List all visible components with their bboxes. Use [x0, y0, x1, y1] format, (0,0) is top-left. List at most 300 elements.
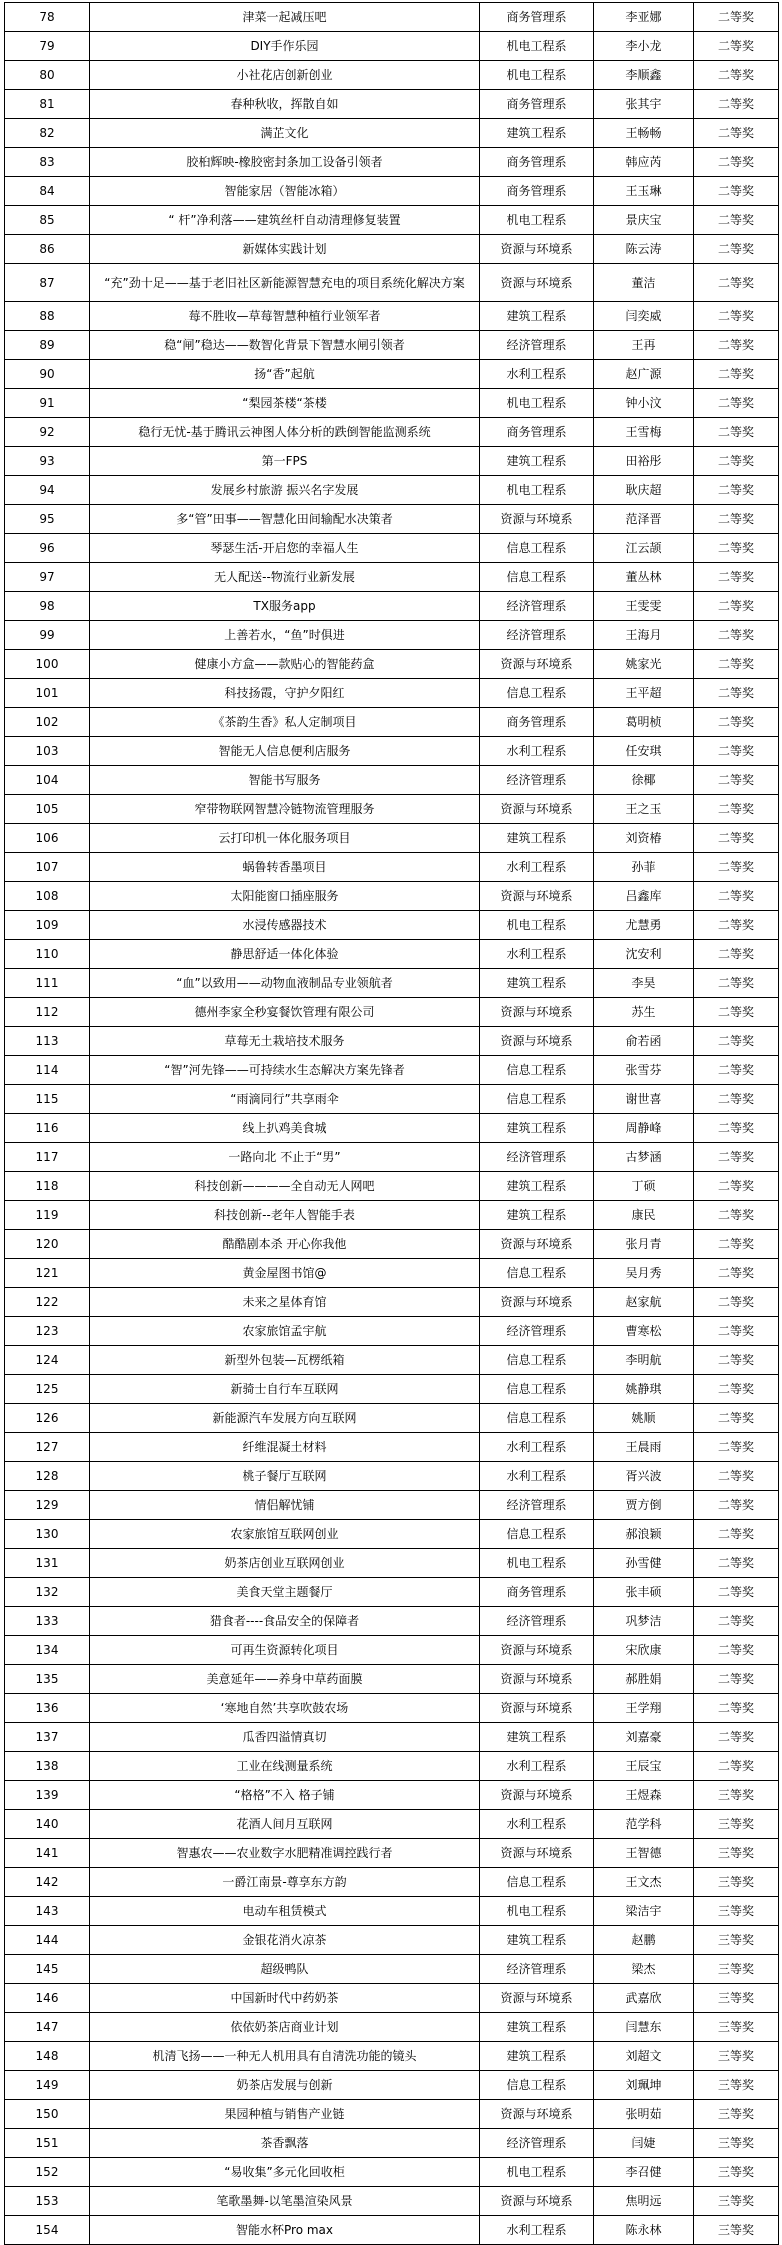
table-row [5, 447, 779, 476]
student-name-cell: 闫慧东 [594, 2013, 694, 2042]
row-number-cell: 87 [5, 264, 90, 302]
table-row [5, 2071, 779, 2100]
department-cell: 经济管理系 [480, 766, 594, 795]
award-level-cell: 二等奖 [694, 1694, 779, 1723]
row-number-cell: 107 [5, 853, 90, 882]
table-row [5, 1259, 779, 1288]
department-cell: 信息工程系 [480, 1404, 594, 1433]
project-name-cell: 智能水杯Pro max [90, 2216, 480, 2245]
student-name-cell: 任安琪 [594, 737, 694, 766]
award-level-cell: 二等奖 [694, 1027, 779, 1056]
award-level-cell: 三等奖 [694, 1955, 779, 1984]
project-name-cell: 奶茶店发展与创新 [90, 2071, 480, 2100]
department-cell: 信息工程系 [480, 1868, 594, 1897]
project-name-cell: 莓不胜收—草莓智慧种植行业领军者 [90, 302, 480, 331]
project-name-cell: 智能家居（智能冰箱） [90, 177, 480, 206]
row-number-cell: 108 [5, 882, 90, 911]
table-row [5, 563, 779, 592]
row-number-cell: 112 [5, 998, 90, 1027]
table-row [5, 998, 779, 1027]
row-number-cell: 123 [5, 1317, 90, 1346]
department-cell: 资源与环境系 [480, 235, 594, 264]
table-row [5, 1317, 779, 1346]
award-level-cell: 二等奖 [694, 592, 779, 621]
row-number-cell: 96 [5, 534, 90, 563]
student-name-cell: 王海月 [594, 621, 694, 650]
award-level-cell: 二等奖 [694, 1636, 779, 1665]
student-name-cell: 张月青 [594, 1230, 694, 1259]
department-cell: 资源与环境系 [480, 1984, 594, 2013]
table-row [5, 1926, 779, 1955]
project-name-cell: 发展乡村旅游 振兴名字发展 [90, 476, 480, 505]
table-row [5, 1578, 779, 1607]
row-number-cell: 95 [5, 505, 90, 534]
table-row [5, 2216, 779, 2245]
student-name-cell: 焦明远 [594, 2187, 694, 2216]
award-level-cell: 二等奖 [694, 1172, 779, 1201]
project-name-cell: 中国新时代中药奶茶 [90, 1984, 480, 2013]
department-cell: 经济管理系 [480, 621, 594, 650]
award-level-cell: 二等奖 [694, 389, 779, 418]
project-name-cell: 静思舒适一体化体验 [90, 940, 480, 969]
department-cell: 经济管理系 [480, 1955, 594, 1984]
row-number-cell: 143 [5, 1897, 90, 1926]
award-level-cell: 二等奖 [694, 679, 779, 708]
department-cell: 资源与环境系 [480, 1839, 594, 1868]
project-name-cell: 智能书写服务 [90, 766, 480, 795]
row-number-cell: 153 [5, 2187, 90, 2216]
row-number-cell: 142 [5, 1868, 90, 1897]
student-name-cell: 周静峰 [594, 1114, 694, 1143]
award-level-cell: 二等奖 [694, 148, 779, 177]
department-cell: 信息工程系 [480, 1259, 594, 1288]
table-row [5, 1607, 779, 1636]
row-number-cell: 99 [5, 621, 90, 650]
project-name-cell: “充”劲十足——基于老旧社区新能源智慧充电的项目系统化解决方案 [90, 264, 480, 302]
project-name-cell: 酷酷剧本杀 开心你我他 [90, 1230, 480, 1259]
project-name-cell: 云打印机一体化服务项目 [90, 824, 480, 853]
table-row [5, 61, 779, 90]
award-level-cell: 二等奖 [694, 1404, 779, 1433]
row-number-cell: 105 [5, 795, 90, 824]
award-level-cell: 二等奖 [694, 1056, 779, 1085]
row-number-cell: 85 [5, 206, 90, 235]
row-number-cell: 133 [5, 1607, 90, 1636]
student-name-cell: 张其宇 [594, 90, 694, 119]
student-name-cell: 郝胜娟 [594, 1665, 694, 1694]
department-cell: 资源与环境系 [480, 505, 594, 534]
student-name-cell: 王学翔 [594, 1694, 694, 1723]
award-level-cell: 二等奖 [694, 177, 779, 206]
department-cell: 建筑工程系 [480, 1114, 594, 1143]
row-number-cell: 104 [5, 766, 90, 795]
student-name-cell: 王煜森 [594, 1781, 694, 1810]
row-number-cell: 94 [5, 476, 90, 505]
project-name-cell: 扬“香”起航 [90, 360, 480, 389]
student-name-cell: 古梦涵 [594, 1143, 694, 1172]
student-name-cell: 王畅畅 [594, 119, 694, 148]
award-level-cell: 二等奖 [694, 1143, 779, 1172]
student-name-cell: 王雪梅 [594, 418, 694, 447]
project-name-cell: 津菜一起减压吧 [90, 3, 480, 32]
project-name-cell: 上善若水，“鱼”时俱进 [90, 621, 480, 650]
project-name-cell: 稳行无忧-基于腾讯云神图人体分析的跌倒智能监测系统 [90, 418, 480, 447]
award-level-cell: 二等奖 [694, 3, 779, 32]
project-name-cell: 胶桕辉映-橡胶密封条加工设备引领者 [90, 148, 480, 177]
table-row [5, 708, 779, 737]
project-name-cell: 农家旅馆互联网创业 [90, 1520, 480, 1549]
student-name-cell: 范泽晋 [594, 505, 694, 534]
table-row [5, 1462, 779, 1491]
row-number-cell: 78 [5, 3, 90, 32]
award-level-cell: 二等奖 [694, 1346, 779, 1375]
project-name-cell: 草莓无土栽培技术服务 [90, 1027, 480, 1056]
department-cell: 资源与环境系 [480, 1636, 594, 1665]
row-number-cell: 121 [5, 1259, 90, 1288]
department-cell: 信息工程系 [480, 1375, 594, 1404]
student-name-cell: 陈永林 [594, 2216, 694, 2245]
row-number-cell: 80 [5, 61, 90, 90]
row-number-cell: 98 [5, 592, 90, 621]
table-row [5, 824, 779, 853]
project-name-cell: 科技创新————全自动无人网吧 [90, 1172, 480, 1201]
award-level-cell: 二等奖 [694, 1491, 779, 1520]
table-row [5, 1346, 779, 1375]
project-name-cell: 智惠农——农业数字水肥精准调控践行者 [90, 1839, 480, 1868]
department-cell: 资源与环境系 [480, 998, 594, 1027]
department-cell: 水利工程系 [480, 737, 594, 766]
table-row [5, 32, 779, 61]
award-level-cell: 三等奖 [694, 1868, 779, 1897]
table-row [5, 911, 779, 940]
award-level-cell: 二等奖 [694, 650, 779, 679]
department-cell: 资源与环境系 [480, 882, 594, 911]
award-level-cell: 三等奖 [694, 2042, 779, 2071]
project-name-cell: 蜗鲁转香墨项目 [90, 853, 480, 882]
project-name-cell: ‘寒地自然’共享吹鼓农场 [90, 1694, 480, 1723]
table-row [5, 235, 779, 264]
row-number-cell: 129 [5, 1491, 90, 1520]
project-name-cell: 水浸传感器技术 [90, 911, 480, 940]
row-number-cell: 132 [5, 1578, 90, 1607]
student-name-cell: 李亚娜 [594, 3, 694, 32]
table-row [5, 882, 779, 911]
table-row [5, 418, 779, 447]
award-level-cell: 二等奖 [694, 969, 779, 998]
row-number-cell: 145 [5, 1955, 90, 1984]
student-name-cell: 曹寒松 [594, 1317, 694, 1346]
student-name-cell: 吕鑫库 [594, 882, 694, 911]
department-cell: 信息工程系 [480, 1056, 594, 1085]
award-level-cell: 二等奖 [694, 331, 779, 360]
row-number-cell: 141 [5, 1839, 90, 1868]
department-cell: 商务管理系 [480, 418, 594, 447]
department-cell: 水利工程系 [480, 853, 594, 882]
award-level-cell: 二等奖 [694, 1549, 779, 1578]
table-row [5, 534, 779, 563]
award-level-cell: 二等奖 [694, 119, 779, 148]
award-level-cell: 三等奖 [694, 2158, 779, 2187]
table-row [5, 1143, 779, 1172]
project-name-cell: 德州李家全秒宴餐饮管理有限公司 [90, 998, 480, 1027]
student-name-cell: 姚顺 [594, 1404, 694, 1433]
student-name-cell: 丁硕 [594, 1172, 694, 1201]
student-name-cell: 俞若函 [594, 1027, 694, 1056]
project-name-cell: 一爵江南景-尊享东方韵 [90, 1868, 480, 1897]
table-row [5, 679, 779, 708]
award-level-cell: 二等奖 [694, 1288, 779, 1317]
project-name-cell: 无人配送--物流行业新发展 [90, 563, 480, 592]
row-number-cell: 138 [5, 1752, 90, 1781]
row-number-cell: 97 [5, 563, 90, 592]
project-name-cell: 猎食者----食品安全的保障者 [90, 1607, 480, 1636]
student-name-cell: 王雯雯 [594, 592, 694, 621]
award-level-cell: 二等奖 [694, 708, 779, 737]
department-cell: 建筑工程系 [480, 1201, 594, 1230]
table-row [5, 1984, 779, 2013]
table-row [5, 1433, 779, 1462]
table-row [5, 1520, 779, 1549]
department-cell: 商务管理系 [480, 708, 594, 737]
table-row [5, 476, 779, 505]
student-name-cell: 武嘉欣 [594, 1984, 694, 2013]
student-name-cell: 姚家光 [594, 650, 694, 679]
award-level-cell: 二等奖 [694, 1085, 779, 1114]
project-name-cell: 新型外包装—瓦楞纸箱 [90, 1346, 480, 1375]
row-number-cell: 110 [5, 940, 90, 969]
department-cell: 商务管理系 [480, 1578, 594, 1607]
project-name-cell: 金银花消火凉茶 [90, 1926, 480, 1955]
table-row [5, 264, 779, 302]
project-name-cell: 美意延年——养身中草药面膜 [90, 1665, 480, 1694]
project-name-cell: 依依奶茶店商业计划 [90, 2013, 480, 2042]
table-row [5, 1897, 779, 1926]
student-name-cell: 谢世喜 [594, 1085, 694, 1114]
project-name-cell: 机清飞扬——一种无人机用具有自清洗功能的镜头 [90, 2042, 480, 2071]
row-number-cell: 111 [5, 969, 90, 998]
row-number-cell: 139 [5, 1781, 90, 1810]
award-level-cell: 三等奖 [694, 2187, 779, 2216]
table-row [5, 1549, 779, 1578]
project-name-cell: “梨园茶楼“茶楼 [90, 389, 480, 418]
award-level-cell: 二等奖 [694, 505, 779, 534]
row-number-cell: 120 [5, 1230, 90, 1259]
student-name-cell: 田裕彤 [594, 447, 694, 476]
project-name-cell: 健康小方盒——款贴心的智能药盒 [90, 650, 480, 679]
award-level-cell: 三等奖 [694, 2071, 779, 2100]
student-name-cell: 赵广源 [594, 360, 694, 389]
row-number-cell: 102 [5, 708, 90, 737]
award-level-cell: 二等奖 [694, 302, 779, 331]
table-row [5, 1230, 779, 1259]
department-cell: 信息工程系 [480, 1346, 594, 1375]
student-name-cell: 陈云涛 [594, 235, 694, 264]
table-row [5, 1839, 779, 1868]
row-number-cell: 131 [5, 1549, 90, 1578]
project-name-cell: 窄带物联网智慧冷链物流管理服务 [90, 795, 480, 824]
table-row [5, 1955, 779, 1984]
department-cell: 水利工程系 [480, 1433, 594, 1462]
project-name-cell: “血”以致用——动物血液制品专业领航者 [90, 969, 480, 998]
row-number-cell: 113 [5, 1027, 90, 1056]
student-name-cell: 王文杰 [594, 1868, 694, 1897]
student-name-cell: 尤慧勇 [594, 911, 694, 940]
department-cell: 信息工程系 [480, 679, 594, 708]
student-name-cell: 闫奕威 [594, 302, 694, 331]
table-row [5, 853, 779, 882]
row-number-cell: 115 [5, 1085, 90, 1114]
project-name-cell: “格格”不入 格子铺 [90, 1781, 480, 1810]
department-cell: 机电工程系 [480, 1897, 594, 1926]
department-cell: 资源与环境系 [480, 2100, 594, 2129]
row-number-cell: 83 [5, 148, 90, 177]
project-name-cell: 笔歌墨舞-以笔墨渲染风景 [90, 2187, 480, 2216]
table-row [5, 737, 779, 766]
project-name-cell: 太阳能窗口插座服务 [90, 882, 480, 911]
table-row [5, 940, 779, 969]
award-level-cell: 二等奖 [694, 1752, 779, 1781]
department-cell: 建筑工程系 [480, 119, 594, 148]
row-number-cell: 84 [5, 177, 90, 206]
student-name-cell: 董洁 [594, 264, 694, 302]
student-name-cell: 李明航 [594, 1346, 694, 1375]
project-name-cell: 桃子餐厅互联网 [90, 1462, 480, 1491]
table-row [5, 1056, 779, 1085]
row-number-cell: 81 [5, 90, 90, 119]
department-cell: 经济管理系 [480, 1143, 594, 1172]
row-number-cell: 114 [5, 1056, 90, 1085]
student-name-cell: 贾方倒 [594, 1491, 694, 1520]
row-number-cell: 134 [5, 1636, 90, 1665]
project-name-cell: “易收集”多元化回收柜 [90, 2158, 480, 2187]
project-name-cell: 超级鸭队 [90, 1955, 480, 1984]
student-name-cell: 钟小汶 [594, 389, 694, 418]
department-cell: 资源与环境系 [480, 1288, 594, 1317]
table-row [5, 1752, 779, 1781]
table-row [5, 1491, 779, 1520]
row-number-cell: 150 [5, 2100, 90, 2129]
department-cell: 机电工程系 [480, 32, 594, 61]
award-level-cell: 二等奖 [694, 1317, 779, 1346]
award-level-cell: 二等奖 [694, 1375, 779, 1404]
row-number-cell: 125 [5, 1375, 90, 1404]
table-row [5, 177, 779, 206]
award-level-cell: 二等奖 [694, 621, 779, 650]
department-cell: 商务管理系 [480, 148, 594, 177]
table-row [5, 1375, 779, 1404]
department-cell: 建筑工程系 [480, 824, 594, 853]
table-row [5, 1201, 779, 1230]
row-number-cell: 106 [5, 824, 90, 853]
award-level-cell: 二等奖 [694, 1665, 779, 1694]
award-level-cell: 三等奖 [694, 1810, 779, 1839]
department-cell: 机电工程系 [480, 2158, 594, 2187]
department-cell: 资源与环境系 [480, 2187, 594, 2216]
student-name-cell: 董丛林 [594, 563, 694, 592]
student-name-cell: 赵鹏 [594, 1926, 694, 1955]
student-name-cell: 王之玉 [594, 795, 694, 824]
award-level-cell: 二等奖 [694, 235, 779, 264]
table-row [5, 302, 779, 331]
award-level-cell: 三等奖 [694, 1781, 779, 1810]
table-row [5, 1027, 779, 1056]
department-cell: 经济管理系 [480, 1607, 594, 1636]
student-name-cell: 刘嘉豪 [594, 1723, 694, 1752]
project-name-cell: TX服务app [90, 592, 480, 621]
row-number-cell: 140 [5, 1810, 90, 1839]
award-level-cell: 二等奖 [694, 998, 779, 1027]
table-row [5, 206, 779, 235]
department-cell: 水利工程系 [480, 1462, 594, 1491]
award-level-cell: 二等奖 [694, 476, 779, 505]
row-number-cell: 103 [5, 737, 90, 766]
student-name-cell: 李小龙 [594, 32, 694, 61]
project-name-cell: 科技创新--老年人智能手表 [90, 1201, 480, 1230]
row-number-cell: 117 [5, 1143, 90, 1172]
department-cell: 水利工程系 [480, 360, 594, 389]
student-name-cell: 徐椰 [594, 766, 694, 795]
award-level-cell: 二等奖 [694, 824, 779, 853]
table-row [5, 119, 779, 148]
department-cell: 资源与环境系 [480, 1027, 594, 1056]
project-name-cell: 未来之星体育馆 [90, 1288, 480, 1317]
student-name-cell: 赵家航 [594, 1288, 694, 1317]
table-row [5, 2100, 779, 2129]
table-row [5, 650, 779, 679]
project-name-cell: 科技扬霞，守护夕阳红 [90, 679, 480, 708]
project-name-cell: 黄金屋图书馆@ [90, 1259, 480, 1288]
award-level-cell: 二等奖 [694, 911, 779, 940]
student-name-cell: 闫婕 [594, 2129, 694, 2158]
department-cell: 信息工程系 [480, 1085, 594, 1114]
row-number-cell: 88 [5, 302, 90, 331]
award-level-cell: 二等奖 [694, 206, 779, 235]
award-level-cell: 二等奖 [694, 32, 779, 61]
department-cell: 商务管理系 [480, 3, 594, 32]
table-row [5, 2013, 779, 2042]
row-number-cell: 86 [5, 235, 90, 264]
student-name-cell: 宋欣康 [594, 1636, 694, 1665]
row-number-cell: 118 [5, 1172, 90, 1201]
department-cell: 建筑工程系 [480, 1723, 594, 1752]
row-number-cell: 82 [5, 119, 90, 148]
department-cell: 建筑工程系 [480, 1926, 594, 1955]
student-name-cell: 葛明桢 [594, 708, 694, 737]
student-name-cell: 江云颉 [594, 534, 694, 563]
table-row [5, 360, 779, 389]
row-number-cell: 151 [5, 2129, 90, 2158]
row-number-cell: 126 [5, 1404, 90, 1433]
award-level-cell: 二等奖 [694, 1723, 779, 1752]
project-name-cell: 第一FPS [90, 447, 480, 476]
student-name-cell: 孙雪健 [594, 1549, 694, 1578]
project-name-cell: 美食天堂主题餐厅 [90, 1578, 480, 1607]
department-cell: 经济管理系 [480, 2129, 594, 2158]
project-name-cell: 可再生资源转化项目 [90, 1636, 480, 1665]
project-name-cell: 茶香飘落 [90, 2129, 480, 2158]
award-level-cell: 二等奖 [694, 1114, 779, 1143]
award-level-cell: 二等奖 [694, 418, 779, 447]
student-name-cell: 刘超文 [594, 2042, 694, 2071]
project-name-cell: 满芷文化 [90, 119, 480, 148]
department-cell: 经济管理系 [480, 1317, 594, 1346]
department-cell: 水利工程系 [480, 1810, 594, 1839]
table-row [5, 2158, 779, 2187]
table-row [5, 1723, 779, 1752]
student-name-cell: 沈安利 [594, 940, 694, 969]
department-cell: 商务管理系 [480, 177, 594, 206]
table-row [5, 1810, 779, 1839]
